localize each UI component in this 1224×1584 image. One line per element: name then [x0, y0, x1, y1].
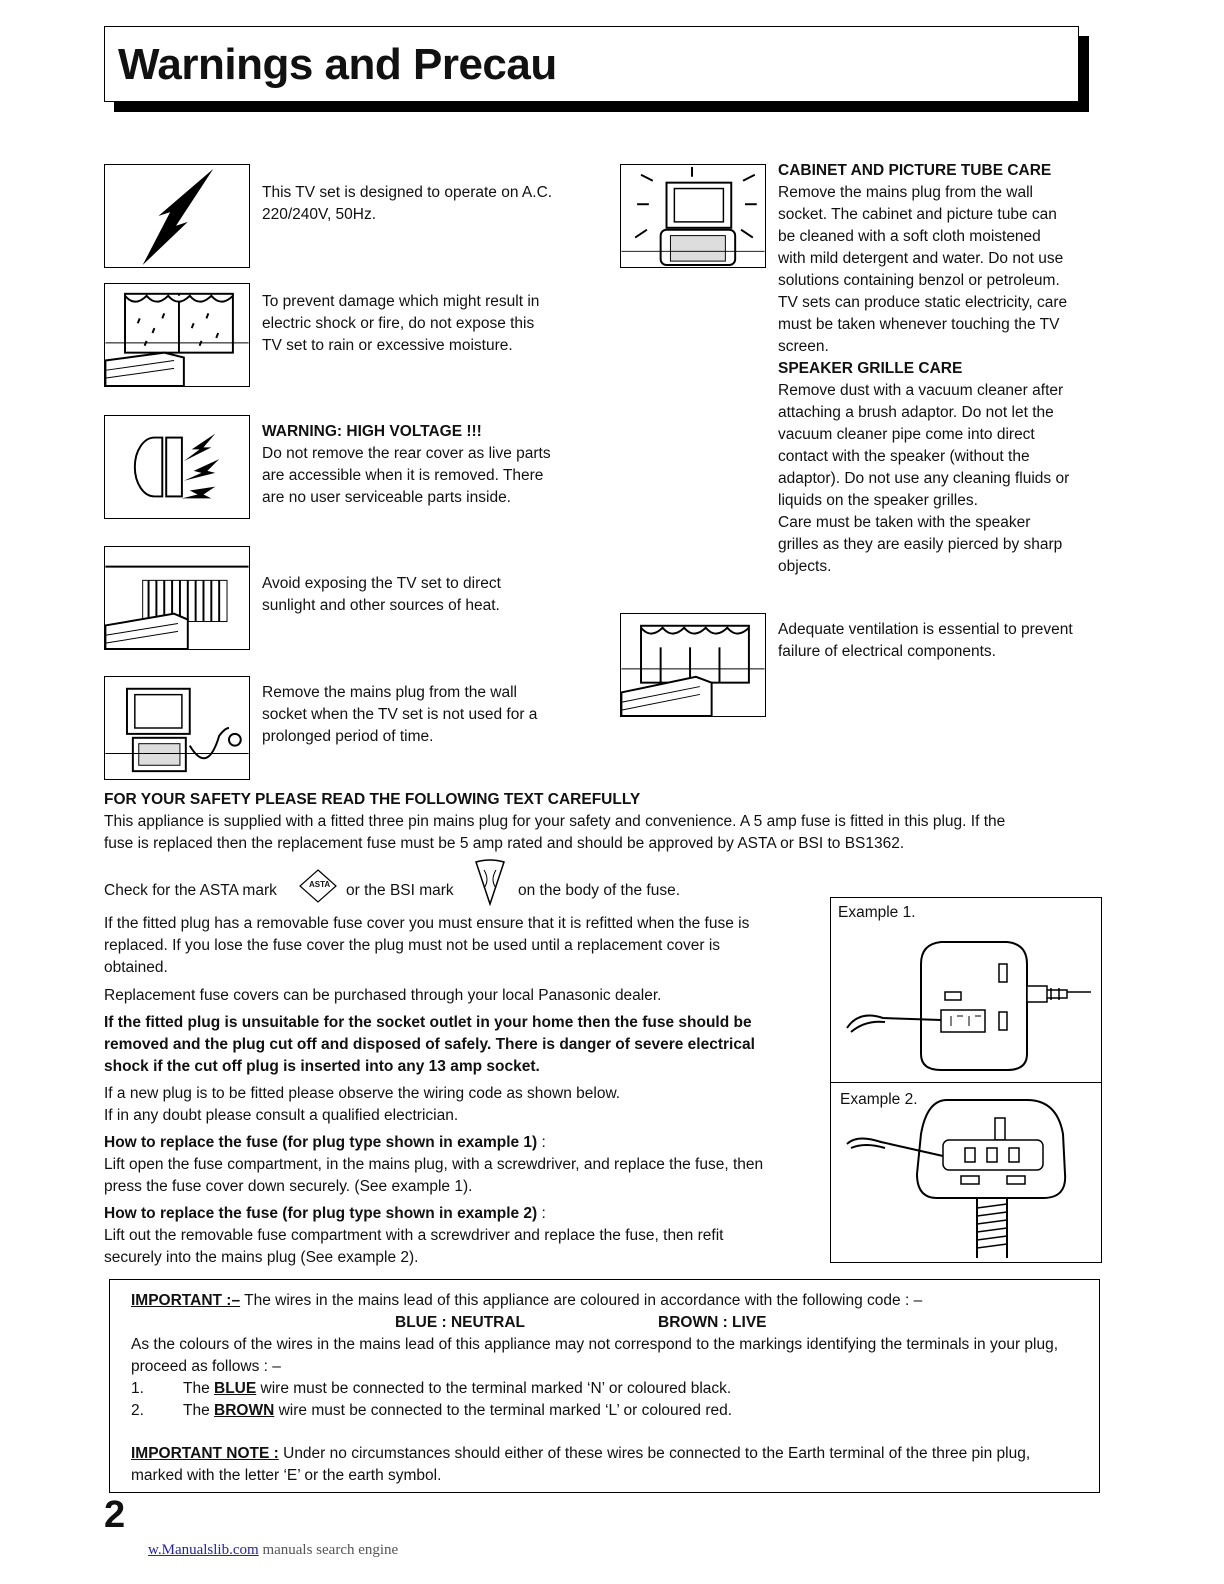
blue-neutral-label: BLUE : NEUTRAL: [395, 1314, 526, 1331]
footer: w.Manualslib.com manuals search engine: [148, 1542, 399, 1558]
tv-cleaning-icon: [620, 164, 766, 268]
check-bsi-label: or the BSI mark: [346, 882, 454, 899]
care-section: CABINET AND PICTURE TUBE CARE Remove the mains plug from the wall socket. The cabinet and picture tube can be cleaned with a soft cloth moistened with mild detergent and water. Do not use solutions containing benzol or petroleum. TV sets can produce static electricity, care must be taken whenever touching the TV screen. SPEAKER GRILLE CARE Remove dust with a vacuum cleaner after attaching a brush adaptor. Do not let the vacuum cleaner pipe come into direct contact with the speaker (without the adaptor). Do not use any cleaning fluids or liquids on the speaker grilles. Care must be taken with the speaker grilles as they are easily pierced by sharp objects.: [778, 162, 1070, 575]
sunlight-text: Avoid exposing the TV set to direct sunlight and other sources of heat.: [262, 575, 501, 614]
brown-live-label: BROWN : LIVE: [658, 1314, 767, 1331]
how2-heading: How to replace the fuse (for plug type shown in example 2): [104, 1205, 538, 1222]
asta-mark-icon: [298, 868, 338, 904]
high-voltage-icon: [104, 415, 250, 519]
unplug-text: Remove the mains plug from the wall socket when the TV set is not used for a prolonged period of time.: [262, 684, 538, 745]
plug-example-2-icon: [837, 1094, 1099, 1264]
plug-example-1-icon: [837, 934, 1099, 1074]
important-content: IMPORTANT :– The wires in the mains lead of this appliance are coloured in accordance with the following code : – BLUE : NEUTRAL BROWN : LIVE As the colours of the wires in the mains lead of this appliance may not correspond to the markings identifying the terminals in your plug, proceed as follows : – 1. The BLUE wire must be connected to the terminal marked ‘N’ or coloured black. 2. The BROWN wire must be connected to the terminal marked ‘L’ or coloured red. IMPORTANT NOTE : Under no circumstances should either of these wires be connected to the Earth terminal of the three pin plug, marked with the letter ‘E’ or the earth symbol.: [131, 1290, 1096, 1487]
ventilation-text: Adequate ventilation is essential to prevent failure of electrical components.: [778, 621, 1073, 660]
wiring-item-2: 2. The BROWN wire must be connected to the terminal marked ‘L’ or coloured red.: [131, 1402, 733, 1419]
manualslib-link[interactable]: w.Manualslib.com: [148, 1542, 259, 1558]
safety-intro: FOR YOUR SAFETY PLEASE READ THE FOLLOWING TEXT CAREFULLY This appliance is supplied with a fitted three pin mains plug for your safety and convenience. A 5 amp fuse is fitted in this plug. If the fuse is replaced then the replacement fuse must be 5 amp rated and should be approved by ASTA or BSI to BS1362.: [104, 789, 1084, 855]
moisture-text: To prevent damage which might result in electric shock or fire, do not expose this TV set to rain or excessive moisture.: [262, 293, 540, 354]
fuse-info: If the fitted plug has a removable fuse cover you must ensure that it is refitted when the fuse is replaced. If you lose the fuse cover the plug must not be used until a replacement cover is obtained. Replacement fuse covers can be purchased through your local Panasonic dealer. If the fitted plug is unsuitable for the socket outlet in your home then the fuse should be removed and the plug cut off and disposed of safely. There is danger of severe electrical shock if the cut off plug is inserted into any 13 amp socket. If a new plug is to be fitted please observe the wiring code as shown below. If in any doubt please consult a qualified electrician. How to replace the fuse (for plug type shown in example 1) : Lift open the fuse compartment, in the mains plug, with a screwdriver, and replace the fuse, then press the fuse cover down securely. (See example 1). How to replace the fuse (for plug type shown in example 2) : Lift out the removable fuse compartment with a screwdriver and replace the fuse, then refit securely into the mains plug (See example 2).: [104, 915, 764, 1266]
ventilation-icon: [620, 613, 766, 717]
safety-heading: FOR YOUR SAFETY PLEASE READ THE FOLLOWING TEXT CAREFULLY: [104, 791, 641, 808]
rain-window-icon: [104, 283, 250, 387]
example-1-label: Example 1.: [838, 904, 916, 921]
speaker-care-heading: SPEAKER GRILLE CARE: [778, 360, 963, 377]
power-supply-text: This TV set is designed to operate on A.C. 220/240V, 50Hz.: [262, 184, 553, 223]
check-body-label: on the body of the fuse.: [518, 882, 681, 899]
important-label: IMPORTANT :–: [131, 1292, 241, 1309]
cabinet-care-heading: CABINET AND PICTURE TUBE CARE: [778, 162, 1052, 179]
example-2-label: Example 2.: [840, 1091, 918, 1108]
page-number: 2: [104, 1494, 126, 1536]
unplug-tv-icon: [104, 676, 250, 780]
wiring-item-1: 1. The BLUE wire must be connected to the terminal marked ‘N’ or coloured black.: [131, 1380, 732, 1397]
how1-heading: How to replace the fuse (for plug type shown in example 1): [104, 1134, 538, 1151]
lightning-icon: [104, 164, 250, 268]
page-title: Warnings and Precau: [118, 40, 557, 89]
check-asta-label: Check for the ASTA mark: [104, 882, 277, 899]
plug-examples-box: [830, 897, 1102, 1263]
high-voltage-text: WARNING: HIGH VOLTAGE !!! Do not remove the rear cover as live parts are accessible when it is removed. There are no user serviceable parts inside.: [262, 423, 551, 506]
sunlight-heat-icon: [104, 546, 250, 650]
bsi-kitemark-icon: [470, 858, 510, 908]
important-note-label: IMPORTANT NOTE :: [131, 1445, 279, 1462]
asta-mark-label: ASTA: [309, 880, 331, 889]
